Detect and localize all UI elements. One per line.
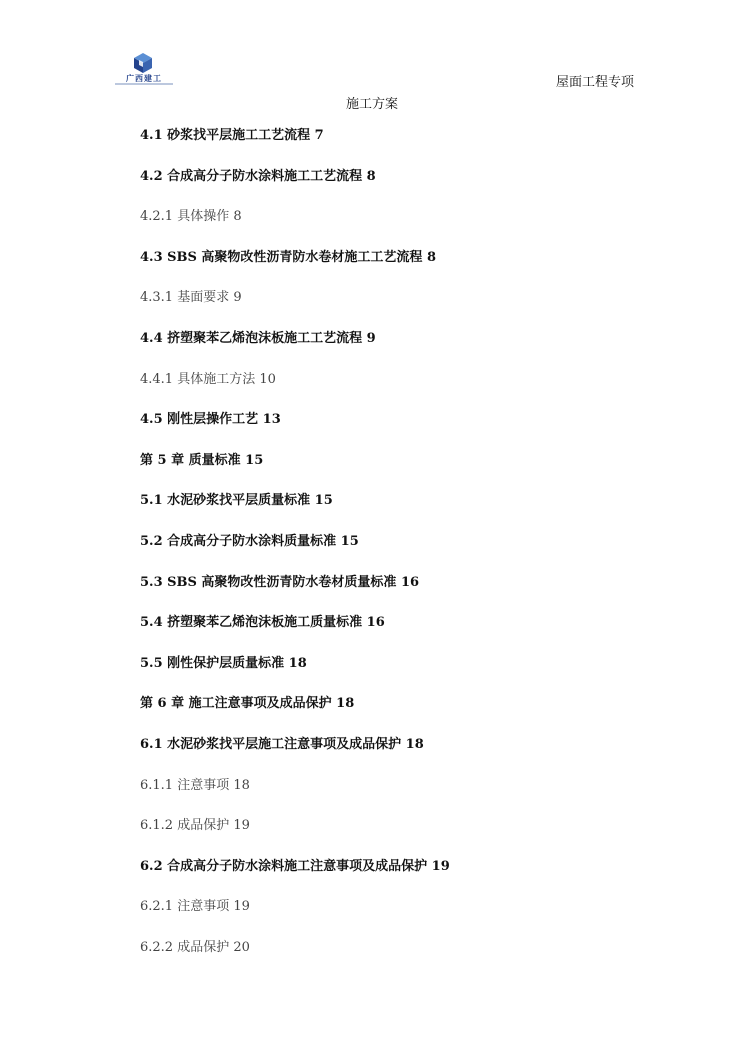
toc-entry[interactable]: 6.2.2 成品保护 20: [140, 940, 250, 955]
toc-entry[interactable]: 4.4 挤塑聚苯乙烯泡沫板施工工艺流程 9: [140, 331, 376, 346]
toc-entry[interactable]: 4.2.1 具体操作 8: [140, 209, 242, 225]
logo-cube-icon: [132, 52, 154, 74]
toc-entry[interactable]: 4.5 刚性层操作工艺 13: [140, 412, 281, 428]
toc-entry[interactable]: 5.4 挤塑聚苯乙烯泡沫板施工质量标准 16: [140, 615, 385, 631]
logo-text: 广西建工: [126, 74, 162, 83]
toc-entry[interactable]: 4.3.1 基面要求 9: [140, 290, 242, 306]
toc-entry[interactable]: 6.1 水泥砂浆找平层施工注意事项及成品保护 18: [140, 737, 424, 752]
company-logo: [113, 52, 173, 88]
toc-entry[interactable]: 5.1 水泥砂浆找平层质量标准 15: [140, 493, 333, 509]
toc-entry[interactable]: 6.2.1 注意事项 19: [140, 899, 250, 915]
toc-entry[interactable]: 第 6 章 施工注意事项及成品保护 18: [140, 696, 355, 712]
toc-entry[interactable]: 5.3 SBS 高聚物改性沥青防水卷材质量标准 16: [140, 574, 420, 590]
toc-entry[interactable]: 6.1.1 注意事项 18: [140, 777, 250, 793]
toc-entry[interactable]: 4.1 砂浆找平层施工工艺流程 7: [140, 128, 324, 143]
logo-underline: [115, 83, 173, 85]
toc-entry[interactable]: 4.3 SBS 高聚物改性沥青防水卷材施工工艺流程 8: [140, 249, 437, 265]
toc-entry[interactable]: 6.2 合成高分子防水涂料施工注意事项及成品保护 19: [140, 858, 450, 874]
toc-entry[interactable]: 4.2 合成高分子防水涂料施工工艺流程 8: [140, 168, 376, 184]
toc-entry[interactable]: 4.4.1 具体施工方法 10: [140, 371, 276, 387]
header-title: 屋面工程专项: [556, 75, 635, 90]
header-subtitle: 施工方案: [345, 97, 398, 112]
toc-entry[interactable]: 5.2 合成高分子防水涂料质量标准 15: [140, 534, 359, 549]
toc-entry[interactable]: 6.1.2 成品保护 19: [140, 818, 250, 834]
toc-entry[interactable]: 5.5 刚性保护层质量标准 18: [140, 655, 307, 671]
toc-entry[interactable]: 第 5 章 质量标准 15: [140, 452, 264, 468]
